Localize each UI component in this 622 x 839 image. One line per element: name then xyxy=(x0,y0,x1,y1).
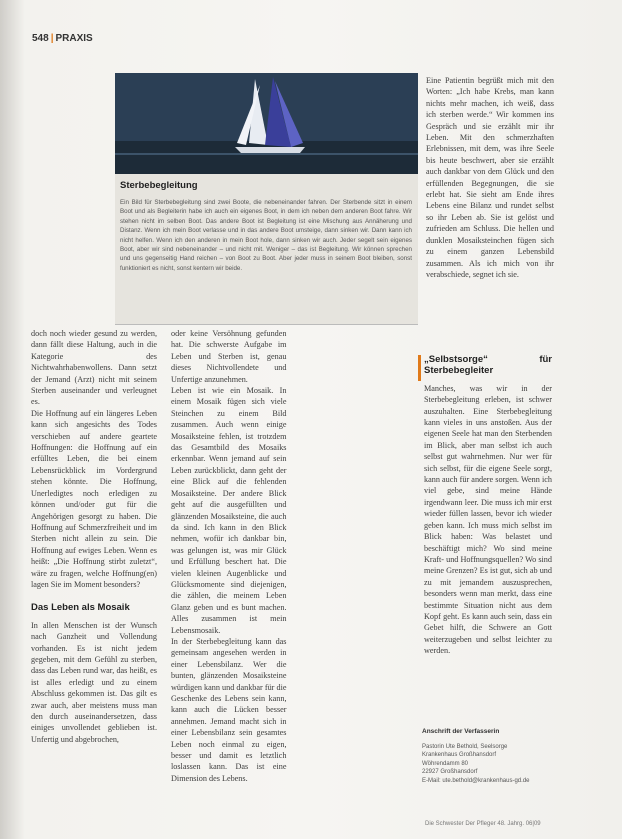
page-header: 548 | PRAXIS xyxy=(32,33,93,44)
info-box xyxy=(115,174,418,325)
author-line: 22927 Großhansdorf xyxy=(422,769,478,776)
page-footer: Die Schwester Der Pfleger 48. Jahrg. 06|09 xyxy=(425,821,541,827)
paragraph: In der Sterbebegleitung kann das gemeinsam angesehen werden in einer Lebensbilanz. Wer die bunten, glänzenden Mosaiksteine würdigen kann und dankbar für die Geschenke des Lebens sein kann, kann auch die Lücken besser annehmen. Jemand macht sich in einer Lebensbilanz sein gesamtes Leben noch einmal zu eigen, besser und damit es letztlich loslassen kann. Das ist eine Dimension des Lebens. xyxy=(171,636,287,783)
sailboat-photo xyxy=(115,73,418,174)
heading-accent-bar xyxy=(418,355,421,381)
section-heading: „Selbstsorge“ für Sterbebegleiter xyxy=(424,354,552,377)
paragraph: Manches, was wir in der Sterbebegleitung erleben, ist schwer auszuhalten. Eine Sterbebegleitung kann vieles in uns anstoßen. Aus der eigenen Seele hat man den Sterbenden im Blick, aber man selbst ich auch selbst gut wahrnehmen. Nur wer für sich selbst, für die eigene Seele sorgt, kann auch für andere sorgen. Wenn ich viel gebe, sind meine Hände irgendwann leer. Die muss ich mir erst wieder füllen lassen, bevor ich wieder geben kann. Ich muss mich selbst im Blick haben: Was belastet und beschäftigt mich? Wo sind meine Kraft- und Hoffnungsquellen? Wo sind meine Grenzen? Es ist gut, sich ab und zu mit jemandem auszusprechen, besonders wenn man merkt, dass eine bestimmte Situation nicht aus dem Kopf geht. Es kann auch sein, dass ein Gebet hilft, die Schwere an Gott weiterzugeben und selbst leichter zu werden. xyxy=(424,383,552,656)
author-address-title: Anschrift der Verfasserin xyxy=(422,728,500,735)
column-right xyxy=(426,75,554,280)
author-line: Wöhrendamm 80 xyxy=(422,760,469,767)
author-line: Krankenhaus Großhansdorf xyxy=(422,752,497,759)
author-line: Pastorin Ute Bethold, Seelsorge xyxy=(422,743,508,750)
section-name: PRAXIS xyxy=(55,33,93,44)
section-heading: Das Leben als Mosaik xyxy=(31,602,130,614)
paragraph: Die Hoffnung auf ein längeres Leben kann sich angesichts des Todes verschieben auf andere geartete Hoffnungen: die Hoffnung auf ein erfülltes Leben, die bei einem Lebensrückblick im Vordergrund stehen könnte. Die Hoffnung, Unerledigtes noch erledigen zu können und/oder gut für die Angehörigen gesorgt zu haben. Die Hoffnung auf Schmerzfreiheit und im Sterben nicht allein zu sein. Die Hoffnung auf ewiges Leben. Wenn es heißt: „Die Hoffnung stirbt zuletzt“, wäre zu fragen, welche Hoffnung(en) lagen Sie im Moment besonders? xyxy=(31,408,157,589)
paragraph: Eine Patientin begrüßt mich mit den Worten: „Ich habe Krebs, man kann nichts mehr machen, ich weiß, dass ich sterben werde.“ Wir kommen ins Gespräch und sie erzählt mir ihr Leben. Mit den schmerzhaften Erlebnissen, mit dem, was ihre Seele bis heute beschwert, aber sie erzählt auch dankbar von dem Glück und den erfüllenden Begegnungen, die sie erlebt hat. Sie sieht am Ende ihres Lebens eine Bilanz und rundet selbst so ihr Leben ab. Sie ist gelöst und zufrieden am Schluss. Die hellen und dunklen Mosaiksteinchen fügen sich zu einem ganzen Lebensbild zusammen. Als ich mich von ihr verabschiede, segnet ich sie. xyxy=(426,76,554,279)
sailboat-illustration xyxy=(115,73,418,174)
page-number: 548 xyxy=(32,33,49,44)
paragraph: Leben ist wie ein Mosaik. In einem Mosaik fügen sich viele Steinchen zu einem Bild zusammen. Auch wenn einige Mosaiksteine fehlen, ist trotzdem das Gesamtbild des Mosaiks erkennbar. Wenn jemand auf sein Leben zurückblickt, dann geht der eine Blick auf die fehlenden Mosaiksteine. Der andere Blick geht auf die ausgefüllten und glänzenden Mosaiksteine, die auch da sind. Ich kann in den Blick nehmen, wofür ich dankbar bin, was gelungen ist, was mir Glück und Erfüllung beschert hat. Die vielen kleinen Augenblicke und Glücksmomente sind diejenigen, die zählen, die meinem Leben Glanz geben und es bunt machen. Alles zusammen ist mein Lebensmosaik. xyxy=(171,386,287,635)
column-right-lower xyxy=(424,354,552,657)
paragraph: oder keine Versöhnung gefunden hat. Die schwerste Aufgabe im Leben und Sterben ist, genau dieses Nichtvollendete und Unfertige anzunehmen. xyxy=(171,329,287,384)
column-left xyxy=(31,328,157,745)
author-address xyxy=(422,728,534,786)
column-middle xyxy=(171,328,414,816)
paragraph: doch noch wieder gesund zu werden, dann fällt diese Haltung, auch in die Kategorie des Nichtwahrhabenwollens. Dann setzt der Jemand (Arzt) nicht mit seinem Sterben auseinander und verleugnet es. xyxy=(31,329,157,407)
info-box-title: Sterbebegleitung xyxy=(120,180,198,191)
paragraph: In allen Menschen ist der Wunsch nach Ganzheit und Vollendung vorhanden. Es ist nicht jedem gegeben, mit dem Gefühl zu sterben, dass das Leben rund war, das heißt, es ist alles erledigt und zu einem Abschluss gekommen ist. Das gilt es zwar auch, aber meistens muss man den durch auseinandersetzen, dass einiges unvollendet geblieben ist. Unfertig und abgebrochen, xyxy=(31,620,157,744)
author-email: E-Mail: ute.bethold@krankenhaus-gd.de xyxy=(422,777,530,784)
info-box-text: Ein Bild für Sterbebegleitung sind zwei Boote, die nebeneinander fahren. Der Sterbende sitzt in einem Boot und als Begleiterin habe ich auch ein eigenes Boot, in dem ich neben dem anderen Boot fahre. Wir stehen nicht im selben Boot. Das andere Boot ist Begleitung ist eine Mischung aus Annäherung und Distanz. Wenn ich mein Boot verlasse und in das andere Boot umsteige, dann sinken wir. Dann kann ich nicht helfen. Wenn ich den anderen in mein Boot hole, dann sinken wir auch. Jeder segelt sein eigenes Boot, aber wir sind nebeneinander – und nicht mit. Weniger – das ist Begleitung. Wir können sprechen und uns gegenseitig Hand reichen – von Boot zu Boot. Aber jeder muss in seinem Boot bleiben, sonst funktioniert es nicht, sonst kentern wir beide. xyxy=(120,199,412,272)
